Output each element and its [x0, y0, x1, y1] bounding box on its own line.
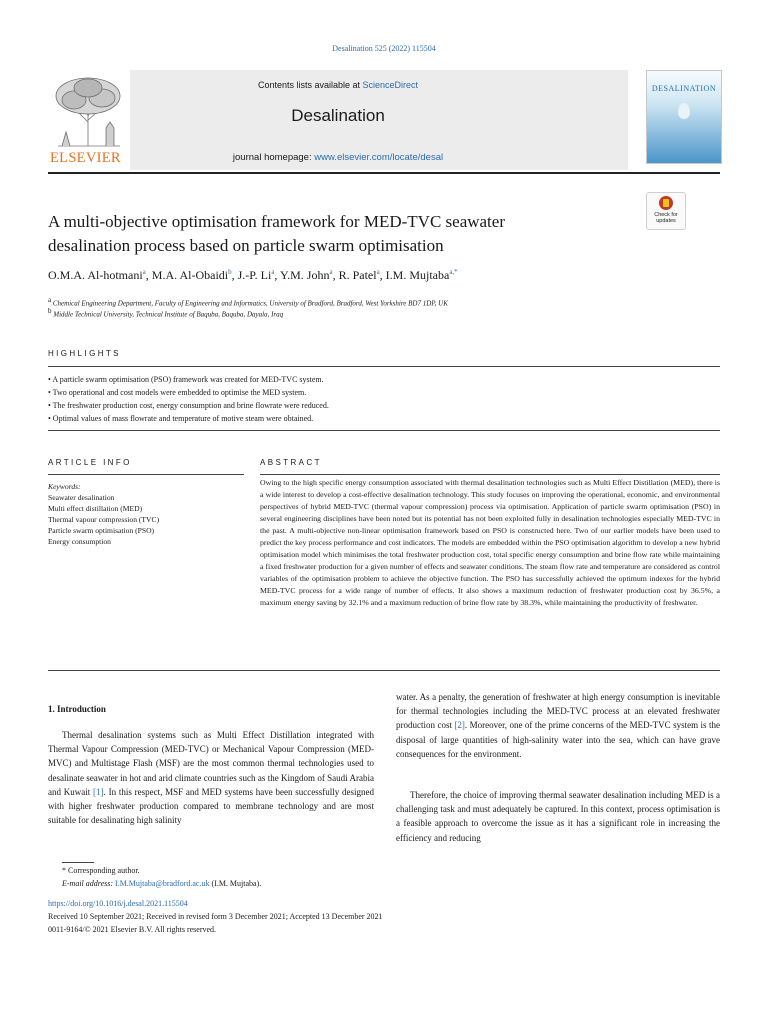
title-line-1: A multi-objective optimisation framework for MED-TVC seawater — [48, 212, 505, 231]
author[interactable]: I.M. Mujtaba — [385, 268, 450, 282]
title-line-2: desalination process based on particle swarm optimisation — [48, 236, 444, 255]
affiliation-sup: b — [48, 307, 52, 315]
check-for-updates-button[interactable] — [646, 192, 686, 230]
intro-paragraph-right-1 — [396, 690, 720, 761]
author-list: O.M.A. Al-hotmani$^a$, M.A. Al-Obaidi$^b$, J.-P. Li$^a$, Y.M. John$^a$, R. Patel$^a$, I.M. Mujtaba$^{a,*}$ — [48, 268, 458, 282]
section-heading-introduction: 1. Introduction — [48, 704, 106, 714]
sciencedirect-link[interactable]: ScienceDirect — [362, 80, 419, 90]
keywords-label: Keywords: — [48, 482, 81, 491]
copyright: 0011-9164/© 2021 Elsevier B.V. All rights reserved. — [48, 925, 217, 934]
intro-left-text-after: . In this respect, MSF and MED systems have been successfully designed with higher freshwater production compared to membrane technology and are most suitable for desalinating high salinity — [48, 786, 374, 826]
journal-homepage — [48, 152, 628, 163]
keywords-block — [48, 481, 248, 547]
author-sup[interactable]: a — [271, 268, 275, 276]
author[interactable]: J.-P. Li — [237, 268, 272, 282]
doi-link[interactable]: https://doi.org/10.1016/j.desal.2021.115504 — [48, 899, 188, 908]
email-link[interactable]: I.M.Mujtaba@bradford.ac.uk — [115, 879, 210, 888]
affiliation — [48, 296, 448, 307]
footnote-corr-text: Corresponding author. — [68, 866, 140, 875]
highlight-item: • Optimal values of mass flowrate and temperature of motive steam were obtained. — [48, 414, 314, 423]
author-sup[interactable]: b — [228, 268, 232, 276]
bookmark-icon — [659, 196, 673, 210]
highlight-item: • A particle swarm optimisation (PSO) framework was created for MED-TVC system. — [48, 375, 324, 384]
highlights-rule-bottom — [48, 430, 720, 431]
cover-title: DESALINATION — [651, 84, 717, 93]
highlight-item: • The freshwater production cost, energy consumption and brine flowrate were reduced. — [48, 401, 329, 410]
keyword: Multi effect distillation (MED) — [48, 504, 143, 513]
author-sup[interactable]: a — [329, 268, 333, 276]
affiliation-text: Middle Technical University, Technical Institute of Baquba, Baquba, Dayala, Iraq — [53, 310, 284, 319]
keyword: Thermal vapour compression (TVC) — [48, 515, 160, 524]
journal-banner — [48, 70, 628, 170]
intro-paragraph-left — [48, 728, 374, 827]
intro-paragraph-right-2: Therefore, the choice of improving thermal seawater desalination including MED is a challenging task and must adequately be captured. In this context, process optimisation is a feasible approach to overcome the issue as it has a significant role in increasing the efficiency and reducing — [396, 790, 720, 843]
asterisk-icon: * — [62, 866, 66, 875]
contents-prefix: Contents lists available at — [257, 80, 363, 90]
keyword: Particle swarm optimisation (PSO) — [48, 526, 155, 535]
abstract-heading: ABSTRACT — [260, 458, 322, 467]
author-sup[interactable]: a — [142, 268, 146, 276]
footnote-corresponding — [62, 866, 140, 875]
water-drop-icon — [678, 103, 690, 119]
email-after: (I.M. Mujtaba). — [209, 879, 262, 888]
abstract-rule-bottom — [48, 670, 720, 671]
footnote-rule — [62, 862, 94, 863]
author[interactable]: M.A. Al-Obaidi — [151, 268, 229, 282]
abstract-text: Owing to the high specific energy consumption associated with thermal desalination technologies such as Multi Effect Distillation (MED), there is a wide interest to develop a cost-effective desalination technology. This study focuses on improving the operational, economic, and environmental perspectives of hybrid MED-TVC (thermal vapour compression) process via optimisation. Application of particle swarm optimisation (PSO) in several engineering disciplines have been noted but its potential has not been exploited fully in desalination technologies especially MED-TVC in the past. A multi-objective non-linear optimisation framework based on PSO is constructed here. Two of our earlier models have been used to predict the key process performance and cost indicators. The models are embedded within the PSO optimisation algorithm to develop a new hybrid optimisation model which minimises the total freshwater production cost, total specific energy consumption and brine flow rate while maintaining a fixed freshwater production for a given number of effects and seawater conditions. The steam flow rate and temperature are considered as control variables of the optimisation problem to achieve the objective function. The PSO has successfully achieved the optimum indexes for the hybrid MED-TVC process for a wide range of number of effects. It also shows a maximum reduction of freshwater production cost by 36.5%, a maximum energy saving by 32.1% and a maximum reduction of brine flow rate by 38.3%, while maintaining the productivity of freshwater. — [260, 478, 720, 607]
elsevier-wordmark: ELSEVIER — [50, 150, 121, 166]
elsevier-tree-icon — [48, 70, 130, 150]
received-dates: Received 10 September 2021; Received in revised form 3 December 2021; Accepted 13 December 2021 — [48, 912, 383, 921]
highlights-heading: HIGHLIGHTS — [48, 349, 121, 358]
author-sup[interactable]: a — [376, 268, 380, 276]
header-rule — [48, 172, 720, 174]
email-label: E-mail address: — [62, 879, 116, 888]
footnote-email — [62, 879, 261, 888]
intro-right-text: water. As a penalty, the generation of freshwater at high energy consumption is inevitable for thermal technologies including the MED-TVC process at an elevated freshwater production cost — [396, 692, 720, 731]
reference-link[interactable]: [1] — [93, 786, 104, 797]
intro-left-text: Thermal desalination systems such as Multi Effect Distillation integrated with Thermal Vapour Compression (MED-TVC) or Mechanical Vapour Compression (MED-MVC) and Multistage Flash (MSF) are the most common thermal technologies used to desalinate seawater in hot and arid climate countries such as the Kingdom of Saudi Arabia and Kuwait — [48, 730, 374, 797]
highlight-item: • Two operational and cost models were embedded to optimise the MED system. — [48, 388, 307, 397]
affiliation-sup: a — [48, 296, 52, 304]
author[interactable]: R. Patel — [338, 268, 377, 282]
author[interactable]: O.M.A. Al-hotmani — [48, 268, 143, 282]
highlights-rule-top — [48, 366, 720, 367]
journal-cover[interactable] — [646, 70, 722, 164]
homepage-prefix: journal homepage: — [232, 152, 315, 163]
affiliation-text: Chemical Engineering Department, Faculty of Engineering and Informatics, University of Bradford, Bradford, West Yorkshire BD7 1DP, UK — [52, 299, 448, 308]
homepage-link[interactable]: www.elsevier.com/locate/desal — [314, 152, 444, 163]
keyword: Seawater desalination — [48, 493, 115, 502]
reference-link[interactable]: [2] — [454, 720, 465, 731]
journal-title: Desalination — [291, 106, 385, 125]
article-info-rule — [48, 474, 244, 475]
author[interactable]: Y.M. John — [279, 268, 330, 282]
journal-reference[interactable]: Desalination 525 (2022) 115504 — [332, 44, 436, 53]
intro-right-text-after: . Moreover, one of the prime concerns of the MED-TVC system is the disposal of large quantities of high-salinity water into the sea, which can have grave consequences for the environment. — [396, 720, 721, 759]
article-title — [48, 210, 608, 258]
affiliation — [48, 307, 283, 318]
abstract-rule — [260, 474, 720, 475]
elsevier-logo — [48, 70, 130, 170]
author-sup[interactable]: a,* — [449, 268, 458, 276]
keyword: Energy consumption — [48, 537, 111, 546]
contents-available — [48, 80, 628, 90]
check-updates-label: Check for updates — [654, 212, 678, 224]
article-info-heading: ARTICLE INFO — [48, 458, 132, 467]
